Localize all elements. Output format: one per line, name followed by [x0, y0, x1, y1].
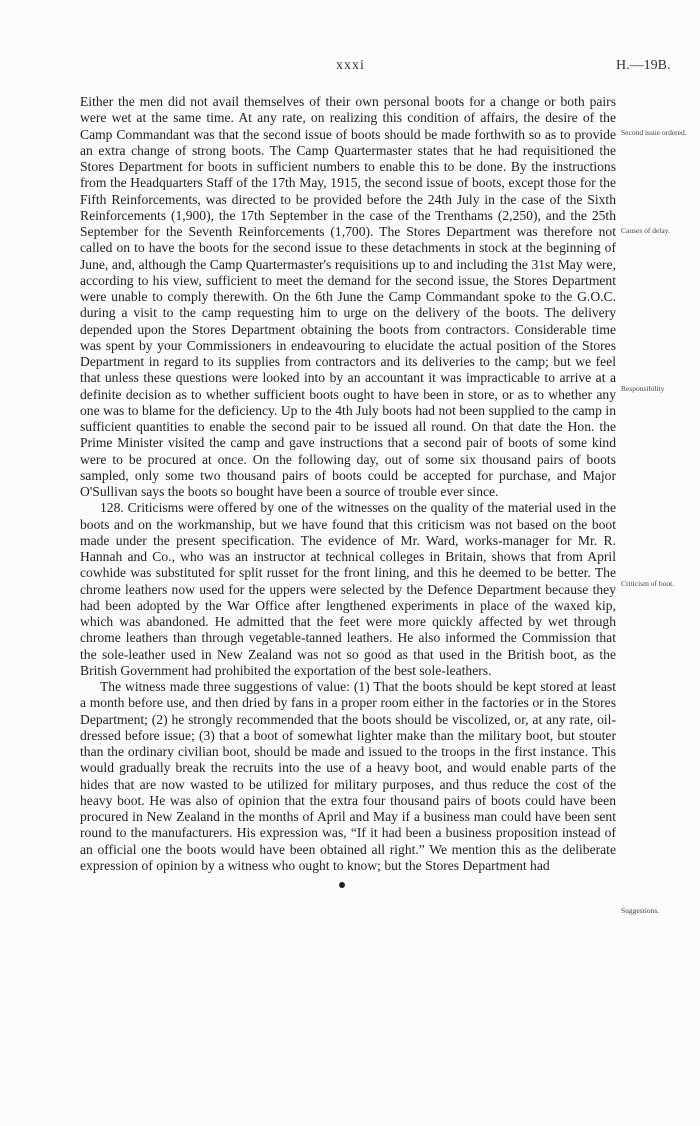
paragraph-suggestions: The witness made three suggestions of value: (1) That the boots should be kept stored at least a month before use, and then dried by fans in a proper room either in the factories or in the Stores Department; (2) he strongly recommended that the boots should be viscolized, or, at any rate, oil-dressed before issue; (3) that a boot of somewhat lighter make than the military boot, but stouter than the ordinary civilian boot, should be made and issued to the troops in the first instance. This would gradually break the recruits into the use of a heavy boot, and would enable parts of the hides that are now wasted to be utilized for military purposes, and thus reduce the cost of the heavy boot. He was also of opinion that the extra four thousand pairs of boots could have been procured in New Zealand in the months of April and May if a business man could have been sent round to the manufacturers. His expression was, “If it had been a business proposition instead of an official one the boots would have been obtained all right.” We mention this as the deliberate expression of opinion by a witness who ought to know; but the Stores Department had	[80, 679, 616, 873]
body-text	[80, 94, 616, 874]
page-number: xxxi	[336, 58, 365, 73]
ink-dot	[339, 882, 345, 888]
document-reference: H.—19B.	[616, 58, 671, 73]
margin-note-responsibility: Responsibility	[621, 384, 665, 393]
paragraph-128: 128. Criticisms were offered by one of the witnesses on the quality of the material used in the boots and on the workmanship, but we have found that this criticism was not based on the boot made under the present specification. The evidence of Mr. Ward, works-manager for Mr. R. Hannah and Co., who was an instructor at technical colleges in Britain, shows that from April cowhide was substituted for split russet for the front lining, and this he deemed to be better. The chrome leathers now used for the uppers were selected by the Defence Department because they had been adopted by the War Office after lengthened experiments in place of the waxed kip, which was abandoned. He admitted that the feet were more quickly affected by wet through chrome leathers than through vegetable-tanned leathers. He also informed the Commission that the sole-leather used in New Zealand was not so good as that used in the British boot, as the British Government had prohibited the exportation of the best sole-leathers.	[80, 500, 616, 678]
margin-note-second-issue: Second issue ordered.	[621, 128, 687, 137]
margin-note-criticism-of-boot: Criticism of boot.	[621, 579, 675, 588]
margin-note-causes-of-delay: Causes of delay.	[621, 226, 670, 235]
paragraph-1: Either the men did not avail themselves of their own personal boots for a change or both pairs were wet at the same time. At any rate, on realizing this condition of affairs, the desire of the Camp Commandant was that the second issue of boots should be made forthwith so as to provide an extra change of strong boots. The Camp Quartermaster states that he had requisitioned the Stores Department for boots in sufficient numbers to enable this to be done. By the instructions from the Headquarters Staff of the 17th May, 1915, the second issue of boots, except those for the Fifth Reinforcements, was directed to be provided before the 24th July in the case of the Sixth Reinforcements (1,900), the 17th September in the case of the Trenthams (2,250), and the 25th September for the Seventh Reinforcements (1,700). The Stores Department was therefore not called on to have the boots for the second issue to these detachments in stock at the beginning of June, and, although the Camp Quartermaster's requisitions up to and including the 31st May were, according to his view, sufficient to meet the demand for the second issue, the Stores Department were unable to comply therewith. On the 6th June the Camp Commandant spoke to the G.O.C. during a visit to the camp requesting him to urge on the delivery of the boots. The delivery depended upon the Stores Department obtaining the boots from contractors. Considerable time was spent by your Commissioners in endeavouring to elucidate the actual position of the Stores Department in regard to its supplies from contractors and its deliveries to the camp; but we feel that unless these questions were looked into by an accountant it was impracticable to arrive at a definite decision as to whether sufficient boots ought to have been in store, or as to whether any one was to blame for the deficiency. Up to the 4th July boots had not been supplied to the camp in sufficient quantities to enable the second pair to be issued all round. On that date the Hon. the Prime Minister visited the camp and gave instructions that a second pair of boots of some kind were to be procured at once. On the following day, out of some six thousand pairs of boots sampled, only some two thousand pairs of boots could be accepted for purchase, and Major O'Sullivan says the boots so bought have been a source of trouble ever since.	[80, 94, 616, 499]
page-header	[0, 58, 700, 78]
margin-note-suggestions: Suggestions.	[621, 906, 660, 915]
